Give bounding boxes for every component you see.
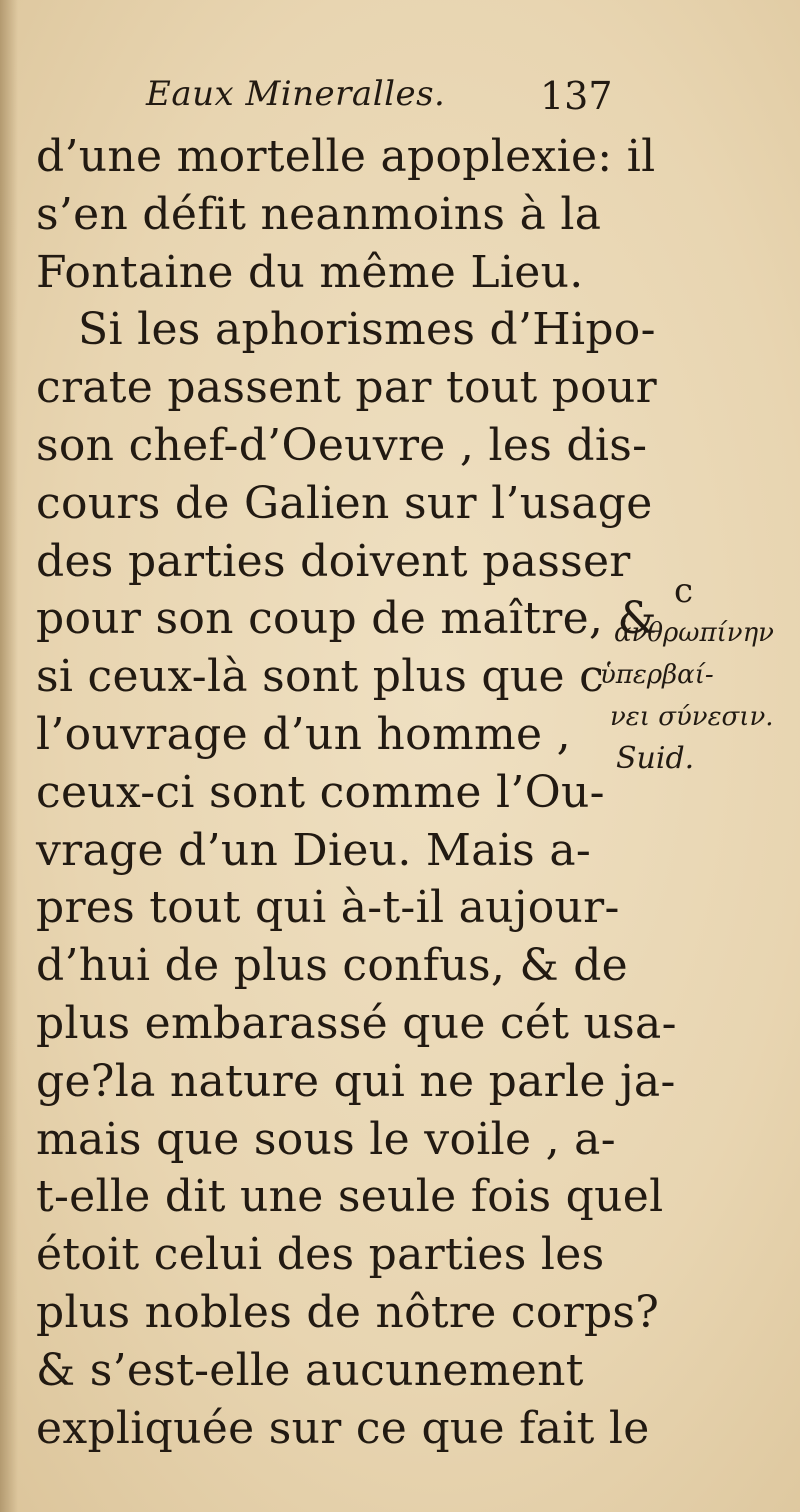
text-line: Si les aphorismes d’Hipo-	[78, 304, 656, 356]
margin-note	[580, 570, 796, 780]
text-line: pres tout qui à-t-il aujour-	[36, 882, 620, 934]
text-line: ge?la nature qui ne parle ja-	[36, 1055, 676, 1107]
text-line: d’une mortelle apoplexie: il	[36, 131, 656, 182]
text-line: s’en défit neanmoins à la	[36, 188, 602, 240]
text-line: cours de Galien sur l’usage	[36, 477, 653, 529]
text-line: vrage d’un Dieu. Mais a-	[36, 824, 592, 876]
text-line: d’hui de plus confus, & de	[36, 940, 629, 992]
text-line: plus embarassé que cét usa-	[36, 997, 677, 1049]
text-line: crate passent par tout pour	[36, 362, 657, 414]
text-line: & s’est-elle aucunement	[36, 1344, 584, 1396]
margin-note-line: ἀνθρωπίνην	[614, 618, 774, 648]
page-number: 137	[540, 74, 613, 118]
margin-note-source: Suid.	[616, 741, 695, 776]
binding-shadow	[0, 0, 18, 1512]
page-header	[0, 68, 800, 132]
text-line: des parties doivent passer	[36, 535, 631, 587]
margin-note-mark: c	[674, 571, 694, 611]
text-line: pour son coup de maître, &	[36, 593, 657, 645]
text-line: mais que sous le voile , a-	[36, 1113, 616, 1165]
margin-note-line: ὑπερβαί-	[600, 660, 714, 690]
text-line: l’ouvrage d’un homme ,	[36, 708, 571, 760]
margin-note-line: νει σύνεσιν.	[610, 702, 774, 732]
running-head: Eaux Mineralles.	[146, 74, 446, 114]
text-line: plus nobles de nôtre corps?	[36, 1286, 660, 1338]
text-line: Fontaine du même Lieu.	[36, 246, 584, 298]
text-line: expliquée sur ce que fait le	[36, 1402, 650, 1454]
text-line: t-elle dit une seule fois quel	[36, 1171, 664, 1223]
text-line: son chef-d’Oeuvre , les dis-	[36, 419, 648, 471]
text-line: ceux-ci sont comme l’Ou-	[36, 766, 605, 818]
text-line: si ceux-là sont plus que c	[36, 651, 605, 703]
text-line: étoit celui des parties les	[36, 1229, 605, 1281]
